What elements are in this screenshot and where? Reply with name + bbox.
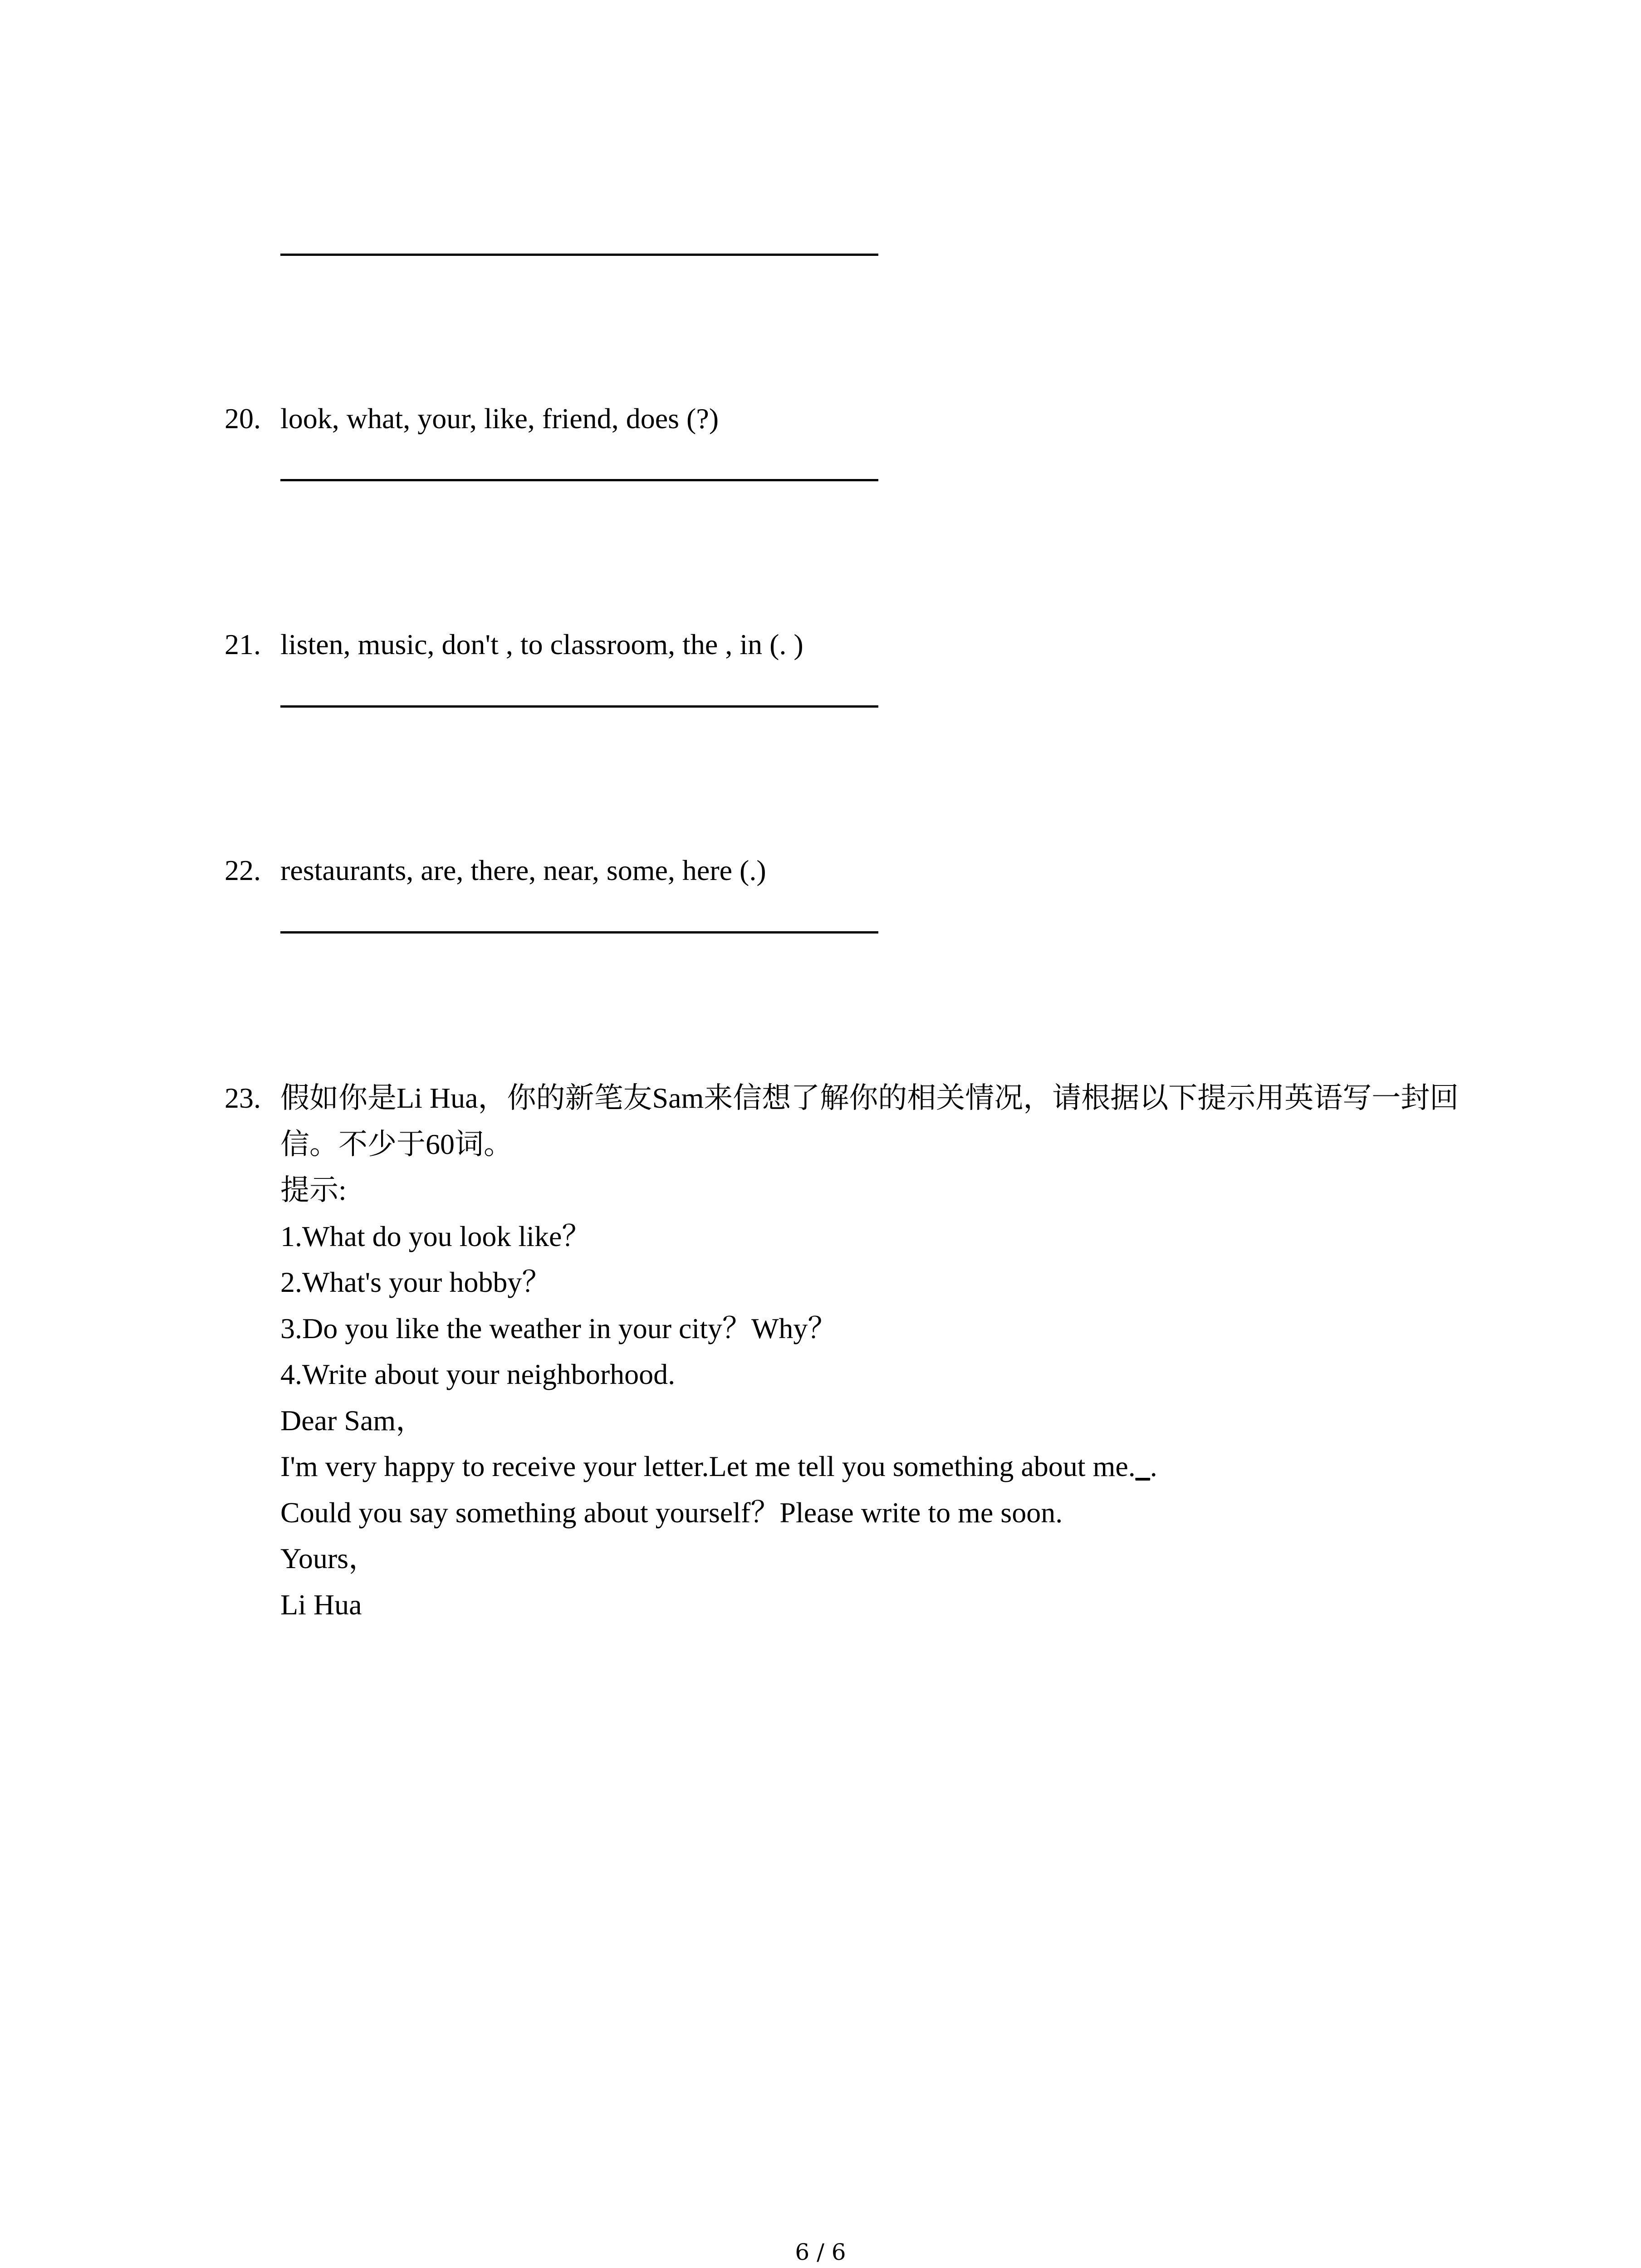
- question-number: 20.: [225, 402, 261, 435]
- question-text: restaurants, are, there, near, some, here (.): [280, 854, 766, 886]
- answer-line-21: [280, 705, 878, 708]
- question-22: [225, 848, 766, 893]
- page-number: 6 / 6: [795, 2239, 846, 2265]
- hint-label: 提示:: [280, 1174, 347, 1206]
- letter-greeting: Dear Sam，: [280, 1404, 425, 1437]
- question-21: [225, 622, 803, 667]
- writing-prompt: 假如你是Li Hua，你的新笔友Sam来信想了解你的相关情况，请根据以下提示用英语写一封回信。不少于60词。: [280, 1082, 1459, 1160]
- hint-item: 2.What's your hobby？: [280, 1266, 551, 1298]
- question-number: 23.: [225, 1082, 261, 1114]
- question-20: [225, 396, 719, 441]
- question-number: 22.: [225, 854, 261, 886]
- letter-opening-text: I'm very happy to receive your letter.Let me tell you something about me.: [280, 1450, 1136, 1482]
- question-text: listen, music, don't , to classroom, the , in (. ): [280, 628, 803, 660]
- letter-blank: _: [1135, 1450, 1150, 1482]
- letter-closing: Could you say something about yourself？Please write to me soon.: [280, 1496, 1063, 1529]
- answer-line-19: [280, 254, 878, 256]
- question-number: 21.: [225, 628, 261, 660]
- answer-line-22: [280, 931, 878, 934]
- answer-line-20: [280, 479, 878, 481]
- hint-item: 3.Do you like the weather in your city？Why？: [280, 1312, 837, 1344]
- question-text: look, what, your, like, friend, does (?): [280, 402, 719, 435]
- letter-opening: [280, 1443, 1468, 1490]
- letter-signoff: Yours，: [280, 1542, 378, 1574]
- writing-task: [225, 1075, 1468, 1628]
- letter-signature: Li Hua: [280, 1588, 362, 1621]
- hint-item: 4.Write about your neighborhood.: [280, 1358, 676, 1390]
- hint-item: 1.What do you look like？: [280, 1220, 591, 1252]
- letter-opening-end: .: [1150, 1450, 1157, 1482]
